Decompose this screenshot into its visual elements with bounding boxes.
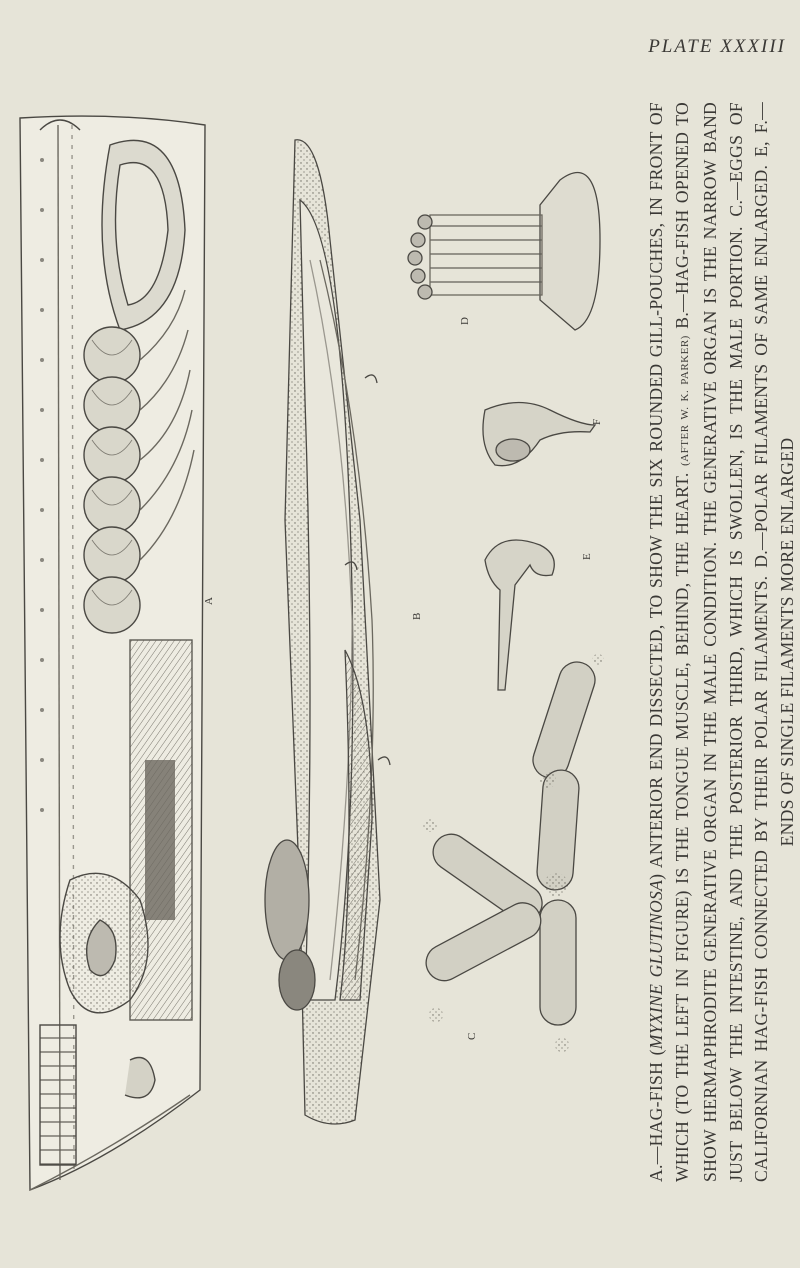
caption-region [638,92,800,1192]
figure-f-letter: F [591,418,603,425]
caption-a-lead: —HAG-FISH ( [646,1049,666,1165]
caption-a-rest: ) ANTERIOR END DISSECTED, TO SHOW THE SIX ROUNDED GILL-POUCHES, IN FRONT OF WHICH (TO THE LEFT IN FIGURE) IS THE TONGUE MUSCLE, BEHIND, THE HEART. [646,102,692,1182]
caption-ef: E, F.—ENDS OF SINGLE FILAMENTS MORE ENLARGED [751,102,797,847]
plate-label: PLATE XXXIII [648,36,786,57]
caption-attribution: (AFTER W. K. PARKER) [678,335,691,466]
caption-b: B.—HAG-FISH OPENED TO SHOW HERMAPHRODITE GENERATIVE ORGAN IN THE MALE CONDITION. THE GENERATIVE ORGAN IS THE NARROW BAND JUST BELOW THE INTESTINE, AND THE POSTERIOR THIRD, WHICH IS SWOLLEN, IS THE MALE PORTION. [671,101,746,1182]
caption-d: D.—POLAR FILAMENTS OF SAME ENLARGED. [751,164,771,568]
figure-b [265,140,423,1124]
figure-d [408,173,600,331]
caption-a-label: A. [646,1164,666,1182]
plate-caption [638,92,800,1192]
figure-c [420,654,604,1052]
figure-f [483,403,603,466]
figure-b-letter: B [411,612,423,620]
figure-a [20,116,215,1190]
figure-c-letter: C [466,1032,478,1040]
caption-c: C.—EGGS OF CALIFORNIAN HAG-FISH CONNECTED BY THEIR POLAR FILAMENTS. [725,102,771,1182]
figure-e-letter: E [581,553,593,560]
figure-d-letter: D [459,317,471,325]
figure-a-letter: A [203,597,215,605]
caption-a-genus: MYXINE GLUTINOSA [646,879,666,1050]
